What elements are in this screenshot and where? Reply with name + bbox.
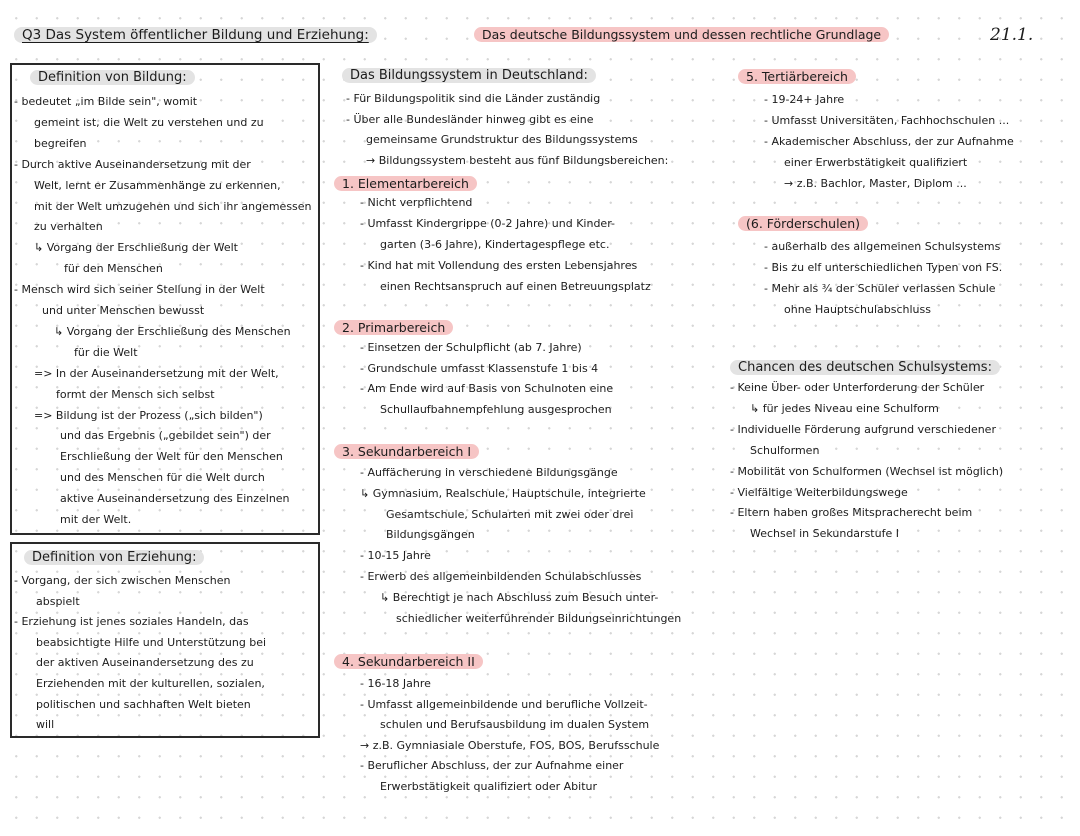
primar-title: 2. Primarbereich xyxy=(334,320,453,336)
bildung-line: und das Ergebnis („gebildet sein") der xyxy=(60,429,271,443)
chancen-title: Chancen des deutschen Schulsystems: xyxy=(730,360,1000,376)
bildung-line: für den Menschen xyxy=(64,262,163,276)
sek2-line: - Umfasst allgemeinbildende und berufliche Vollzeit- xyxy=(360,697,648,711)
sek2-title: 4. Sekundarbereich II xyxy=(334,654,483,670)
bildung-title: Definition von Bildung: xyxy=(30,70,195,86)
sek1-line: Bildungsgängen xyxy=(386,528,475,542)
sek1-line: ↳ Gymnasium, Realschule, Hauptschule, integrierte xyxy=(360,486,646,500)
sek1-line: - Erwerb des allgemeinbildenden Schulabschlusses xyxy=(360,570,642,583)
header-date: 21.1. xyxy=(990,25,1034,45)
sek2-line: schulen und Berufsausbildung im dualen System xyxy=(380,718,650,732)
chancen-line: - Individuelle Förderung aufgrund verschiedener xyxy=(730,422,996,436)
bildung-line: und unter Menschen bewusst xyxy=(42,304,205,317)
tertiaer-line: einer Erwerbstätigkeit qualifiziert xyxy=(784,156,968,169)
tertiaer-line: - 19-24+ Jahre xyxy=(764,93,845,106)
bildung-line: für die Welt xyxy=(74,345,138,359)
primar-line: - Einsetzen der Schulpflicht (ab 7. Jahre) xyxy=(360,341,582,354)
chancen-line: - Vielfältige Weiterbildungswege xyxy=(730,485,908,499)
system-line: - Über alle Bundesländer hinweg gibt es eine xyxy=(346,112,594,126)
erziehung-line: der aktiven Auseinandersetzung des zu xyxy=(36,656,254,670)
bildung-line: Erschließung der Welt für den Menschen xyxy=(60,450,283,464)
erziehung-line: beabsichtigte Hilfe und Unterstützung bei xyxy=(36,635,267,649)
sek1-line: ↳ Berechtigt je nach Abschluss zum Besuch unter- xyxy=(380,590,659,604)
erziehung-line: abspielt xyxy=(36,594,80,608)
primar-line: Schullaufbahnempfehlung ausgesprochen xyxy=(380,402,612,416)
sek1-line: schiedlicher weiterführender Bildungseinrichtungen xyxy=(396,611,682,625)
sek1-line: - Auffächerung in verschiedene Bildungsgänge xyxy=(360,466,618,479)
bildung-line: zu verhalten xyxy=(34,220,103,234)
tertiaer-line: → z.B. Bachlor, Master, Diplom ... xyxy=(784,177,967,190)
elementar-line: - Kind hat mit Vollendung des ersten Lebensjahres xyxy=(360,259,638,272)
bildung-line: mit der Welt. xyxy=(60,513,132,526)
tertiaer-line: - Akademischer Abschluss, der zur Aufnahme xyxy=(764,135,1014,148)
chancen-line: Schulformen xyxy=(750,443,820,457)
bildung-line: - bedeutet „im Bilde sein", womit xyxy=(14,95,198,108)
system-line: → Bildungssystem besteht aus fünf Bildungsbereichen: xyxy=(366,153,669,167)
bildung-line: ↳ Vorgang der Erschließung des Menschen xyxy=(54,324,291,338)
bildung-line: begreifen xyxy=(34,136,87,150)
foerder-line: - Bis zu elf unterschiedlichen Typen von FS. xyxy=(764,261,1003,274)
foerder-line: - außerhalb des allgemeinen Schulsystems xyxy=(764,240,1001,253)
elementar-line: - Umfasst Kindergrippe (0-2 Jahre) und Kinder- xyxy=(360,217,615,230)
sek2-line: - Beruflicher Abschluss, der zur Aufnahme einer xyxy=(360,759,624,773)
system-line: - Für Bildungspolitik sind die Länder zuständig xyxy=(346,92,601,105)
erziehung-line: will xyxy=(36,718,55,732)
system-line: gemeinsame Grundstruktur des Bildungssystems xyxy=(366,133,638,146)
sek2-line: → z.B. Gymniasiale Oberstufe, FOS, BOS, Berufsschule xyxy=(360,738,660,752)
bildung-line: - Durch aktive Auseinandersetzung mit der xyxy=(14,157,251,171)
bildung-line: und des Menschen für die Welt durch xyxy=(60,471,265,485)
foerder-line: ohne Hauptschulabschluss xyxy=(784,303,931,316)
primar-line: - Grundschule umfasst Klassenstufe 1 bis 4 xyxy=(360,361,599,375)
foerder-line: - Mehr als ¾ der Schüler verlassen Schule xyxy=(764,282,996,295)
header-topic: Das deutsche Bildungssystem und dessen rechtliche Grundlage xyxy=(474,27,889,42)
elementar-line: garten (3-6 Jahre), Kindertagespflege etc. xyxy=(380,238,610,251)
sek2-line: Erwerbstätigkeit qualifiziert oder Abitur xyxy=(380,780,598,793)
bildung-line: formt der Mensch sich selbst xyxy=(56,387,215,401)
sek1-line: - 10-15 Jahre xyxy=(360,549,431,563)
tertiaer-title: 5. Tertiärbereich xyxy=(738,69,856,85)
tertiaer-line: - Umfasst Universitäten, Fachhochschulen ... xyxy=(764,114,1010,127)
bildung-line: => Bildung ist der Prozess („sich bilden") xyxy=(34,408,263,422)
system-title: Das Bildungssystem in Deutschland: xyxy=(342,68,596,84)
bildung-line: => In der Auseinandersetzung mit der Welt, xyxy=(34,366,279,380)
primar-line: - Am Ende wird auf Basis von Schulnoten eine xyxy=(360,382,614,395)
bildung-line: ↳ Vorgang der Erschließung der Welt xyxy=(34,241,238,255)
foerder-title: (6. Förderschulen) xyxy=(738,216,868,232)
sek2-line: - 16-18 Jahre xyxy=(360,677,431,690)
chancen-line: Wechsel in Sekundarstufe I xyxy=(750,527,899,541)
erziehung-line: - Vorgang, der sich zwischen Menschen xyxy=(14,574,231,587)
bildung-line: - Mensch wird sich seiner Stellung in der Welt xyxy=(14,283,265,297)
chancen-line: - Mobilität von Schulformen (Wechsel ist möglich) xyxy=(730,464,1004,478)
header-title: Q3 Das System öffentlicher Bildung und Erziehung: xyxy=(14,27,377,43)
erziehung-line: Erziehenden mit der kulturellen, sozialen, xyxy=(36,677,265,690)
erziehung-line: politischen und sachhaften Welt bieten xyxy=(36,697,251,711)
elementar-line: einen Rechtsanspruch auf einen Betreuungsplatz xyxy=(380,280,651,293)
bildung-line: aktive Auseinandersetzung des Einzelnen xyxy=(60,492,290,506)
chancen-line: ↳ für jedes Niveau eine Schulform xyxy=(750,401,939,415)
chancen-line: - Eltern haben großes Mitspracherecht beim xyxy=(730,506,973,520)
bildung-line: mit der Welt umzugehen und sich ihr angemessen xyxy=(34,199,312,213)
sek1-title: 3. Sekundarbereich I xyxy=(334,444,479,460)
elementar-title: 1. Elementarbereich xyxy=(334,176,477,192)
elementar-line: - Nicht verpflichtend xyxy=(360,196,473,209)
erziehung-title: Definition von Erziehung: xyxy=(24,550,204,566)
bildung-line: gemeint ist, die Welt zu verstehen und zu xyxy=(34,115,264,129)
erziehung-line: - Erziehung ist jenes soziales Handeln, das xyxy=(14,615,249,629)
chancen-line: - Keine Über- oder Unterforderung der Schüler xyxy=(730,381,985,394)
sek1-line: Gesamtschule, Schularten mit zwei oder drei xyxy=(386,507,634,521)
bildung-line: Welt, lernt er Zusammenhänge zu erkennen, xyxy=(34,178,281,192)
